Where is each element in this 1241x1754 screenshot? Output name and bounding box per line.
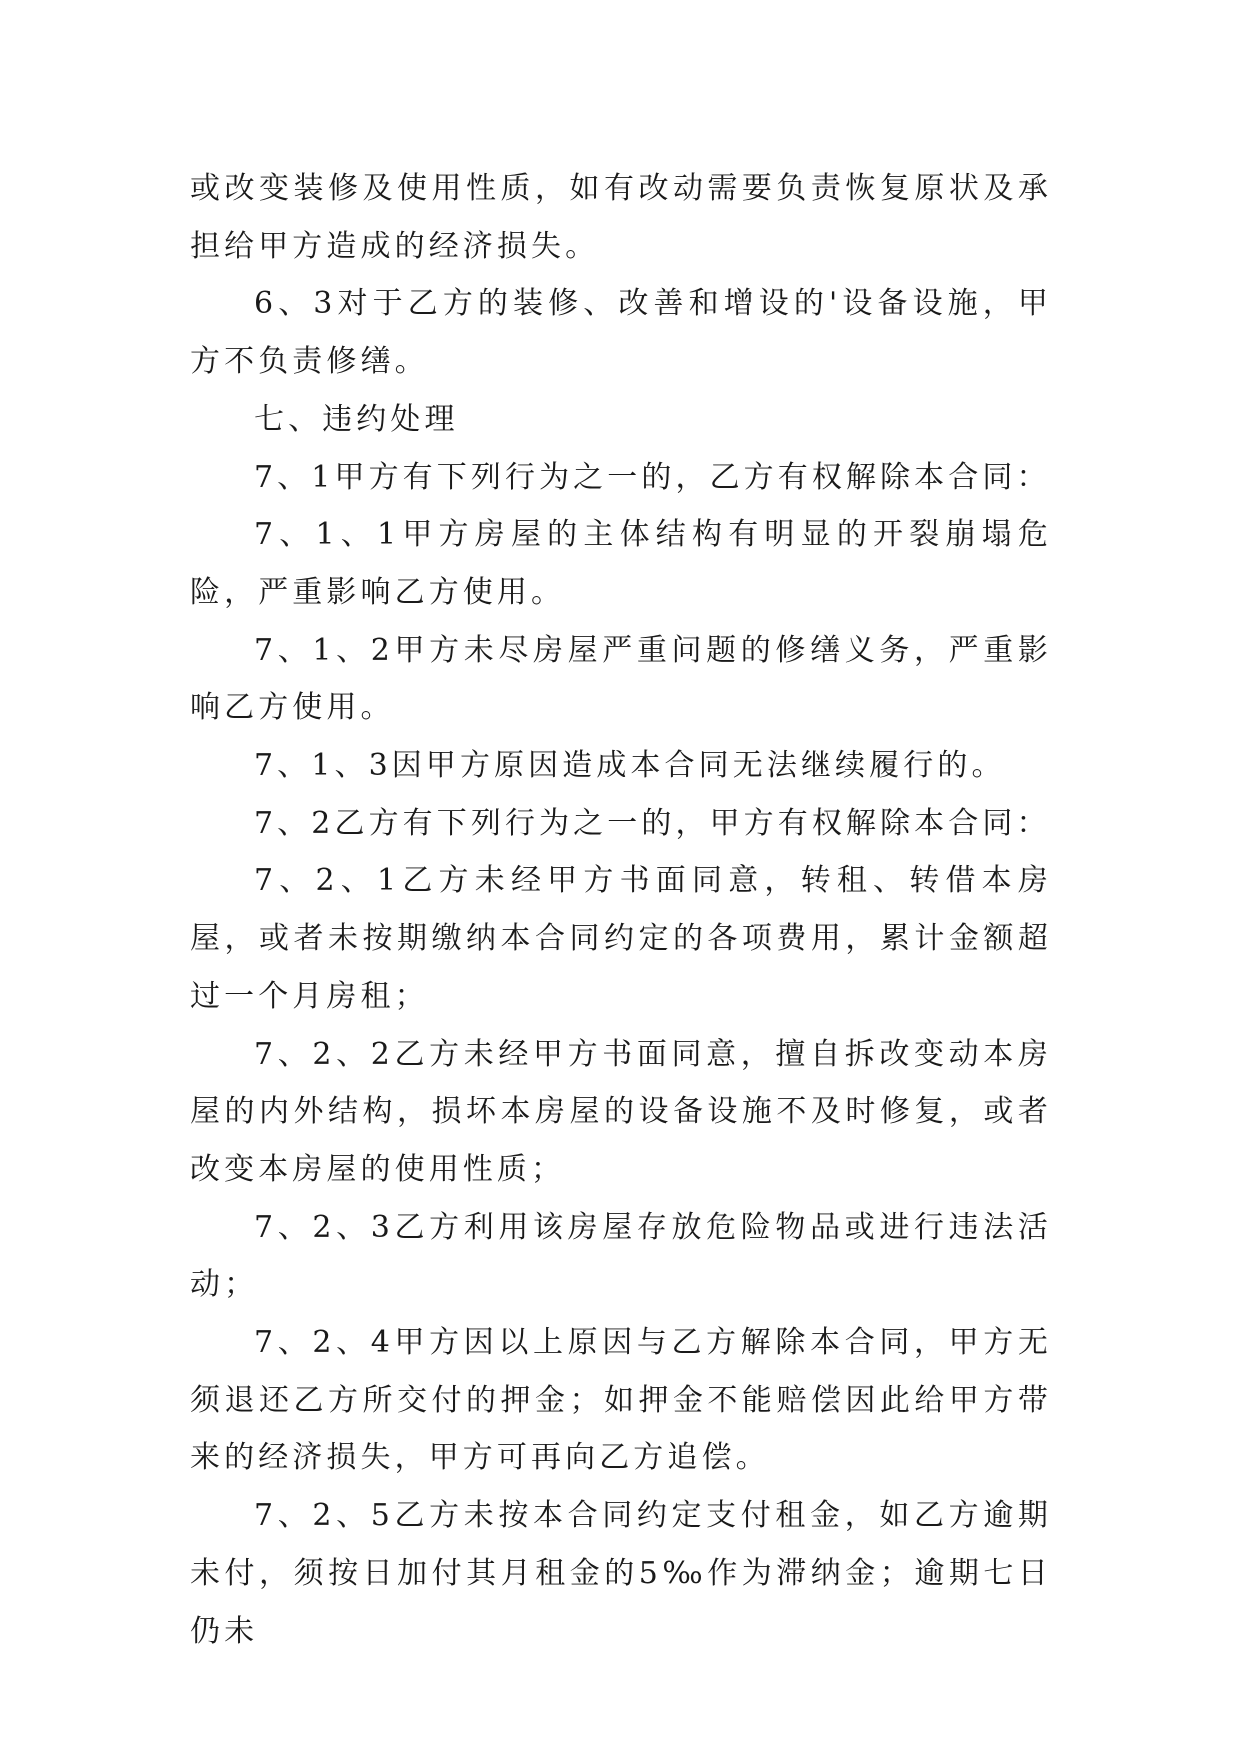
paragraph: 或改变装修及使用性质，如有改动需要负责恢复原状及承担给甲方造成的经济损失。 xyxy=(190,171,1052,264)
paragraph: 7、2、5乙方未按本合同约定支付租金，如乙方逾期未付，须按日加付其月租金的5‰作为滞纳金；逾期七日仍未 xyxy=(190,1498,1052,1649)
paragraph: 7、2、1乙方未经甲方书面同意，转租、转借本房屋，或者未按期缴纳本合同约定的各项费用，累计金额超过一个月房租； xyxy=(190,863,1052,1014)
section-heading: 七、违约处理 xyxy=(254,401,459,437)
paragraph: 7、1、3因甲方原因造成本合同无法继续履行的。 xyxy=(254,748,1006,784)
paragraph: 7、1、2甲方未尽房屋严重问题的修缮义务，严重影响乙方使用。 xyxy=(190,632,1052,726)
paragraph: 7、1、1甲方房屋的主体结构有明显的开裂崩塌危险，严重影响乙方使用。 xyxy=(190,517,1052,610)
paragraph: 7、1甲方有下列行为之一的，乙方有权解除本合同： xyxy=(254,459,1051,495)
paragraph: 6、3对于乙方的装修、改善和增设的'设备设施，甲方不负责修缮。 xyxy=(190,286,1052,380)
document-body xyxy=(190,160,1052,1660)
paragraph: 7、2、3乙方利用该房屋存放危险物品或进行违法活动； xyxy=(190,1209,1052,1303)
paragraph: 7、2、4甲方因以上原因与乙方解除本合同，甲方无须退还乙方所交付的押金；如押金不能赔偿因此给甲方带来的经济损失，甲方可再向乙方追偿。 xyxy=(190,1325,1052,1476)
paragraph: 7、2、2乙方未经甲方书面同意，擅自拆改变动本房屋的内外结构，损坏本房屋的设备设施不及时修复，或者改变本房屋的使用性质； xyxy=(190,1036,1052,1187)
paragraph: 7、2乙方有下列行为之一的，甲方有权解除本合同： xyxy=(254,805,1051,841)
